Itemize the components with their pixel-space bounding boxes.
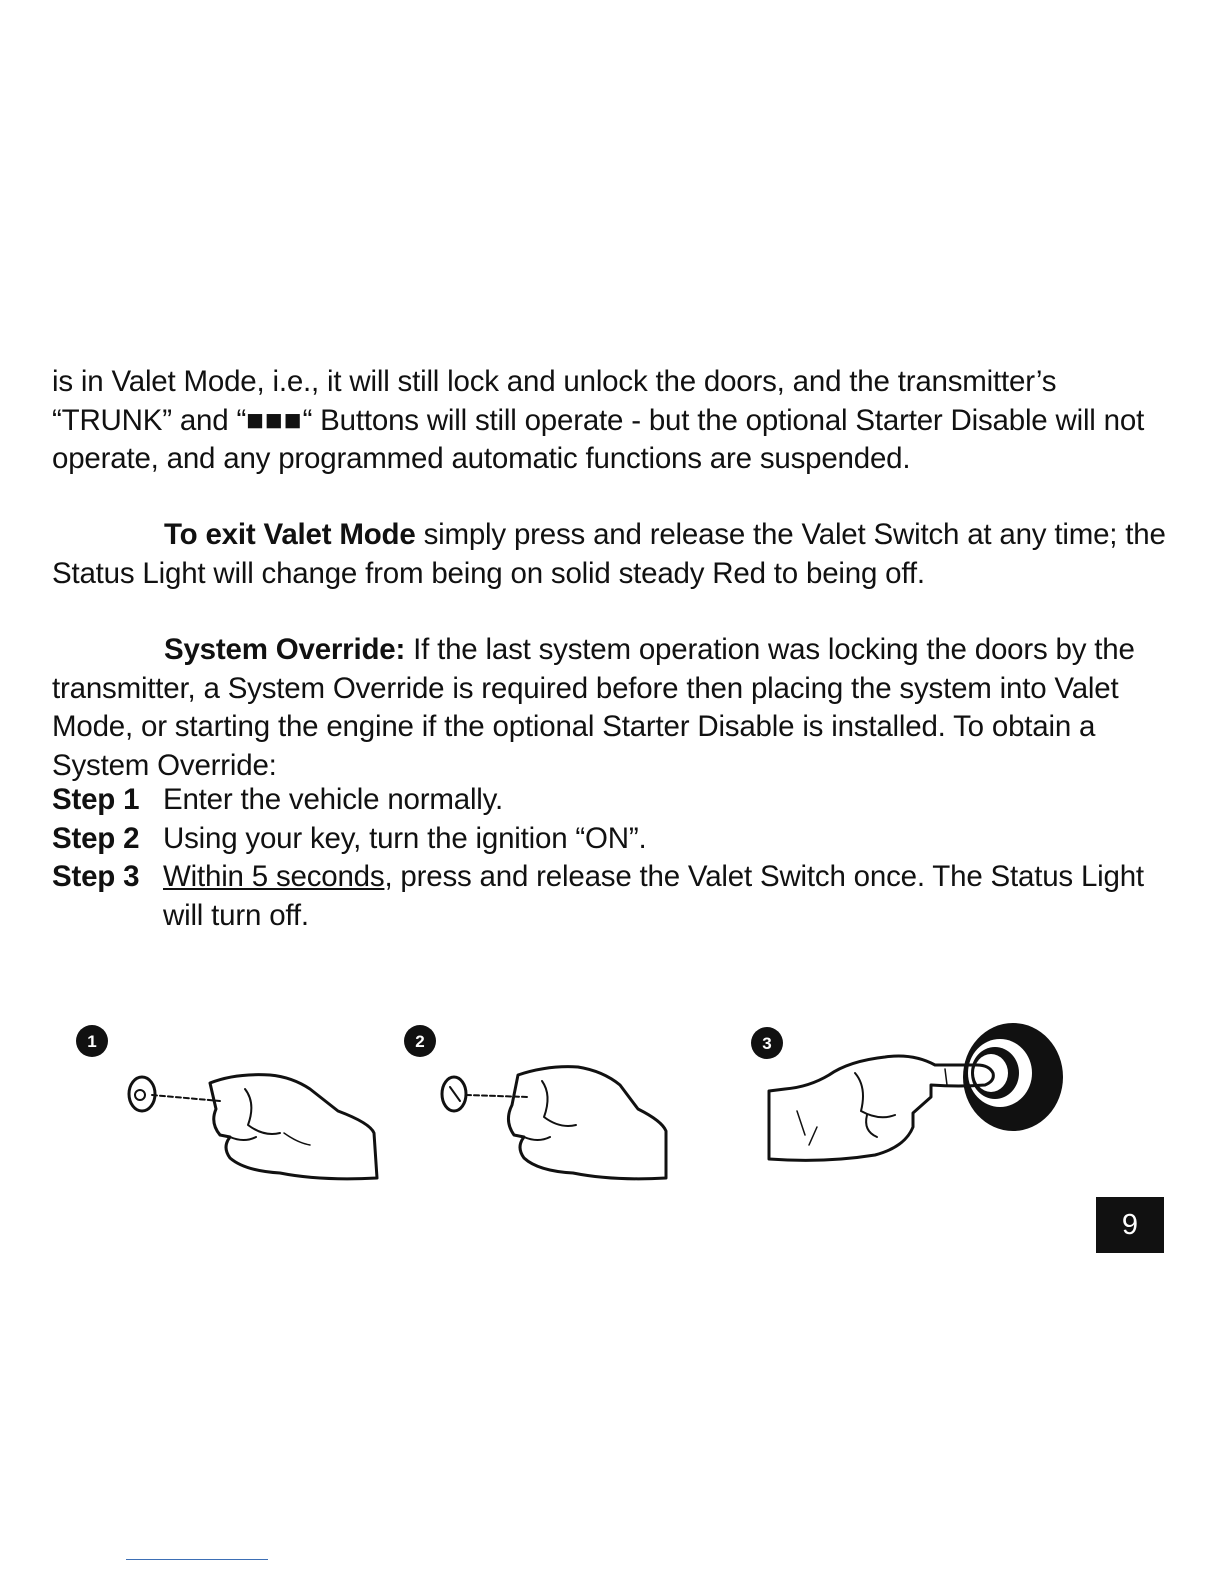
step-badge-number: 2 [415,1032,425,1051]
step-item [52,858,1172,935]
exit-valet-text: simply press and release the Valet Switch at any time; the Status Light will change from being on solid steady Red to being off. [52,518,1166,590]
step-item [52,820,1172,859]
footer-rule [126,1559,268,1560]
dots-button-symbol: ■■■ [246,403,303,437]
illustration-step-2 [398,1015,718,1195]
valet-mode-paragraph [52,363,1172,479]
illustration-step-1 [70,1015,390,1195]
page-number: 9 [1096,1197,1164,1253]
step-text [163,858,1172,935]
step-time-limit: Within 5 seconds [163,860,385,893]
hand-turning-key-icon [442,1067,666,1179]
step-text-rest: , press and release the Valet Switch once. The Status Light will turn off. [163,860,1144,932]
step-label: Step 1 [52,783,140,816]
hand-turning-key-icon [129,1075,377,1179]
step-badge-number: 3 [762,1034,772,1053]
system-override-heading: System Override: [164,633,406,666]
intro-text-start: is in Valet Mode, i.e., it will still lock and unlock the doors, and the transmitter’s “TRUNK” and “ [52,365,1057,437]
intro-text-end: “ Buttons will still operate - but the optional Starter Disable will not operate, and any programmed automatic functions are suspended. [52,403,1145,475]
step-text: Using your key, turn the ignition “ON”. [163,821,647,855]
step-label: Step 3 [52,860,140,893]
illustration-step-3 [745,1015,1075,1195]
step-text: Enter the vehicle normally. [163,783,504,816]
exit-valet-mode-paragraph [52,516,1172,593]
step-badge-number: 1 [87,1032,97,1051]
finger-pressing-button-icon [769,1023,1063,1160]
system-override-paragraph [52,631,1172,785]
override-steps-list [52,781,1172,935]
step-label: Step 2 [52,821,140,855]
system-override-text: If the last system operation was locking the doors by the transmitter, a System Override is required before then placing the system into Valet Mode, or starting the engine if the optional Starter Disable is installed. To obtain a System Override: [52,633,1135,782]
step-item [52,781,1172,820]
exit-valet-heading: To exit Valet Mode [164,518,416,551]
